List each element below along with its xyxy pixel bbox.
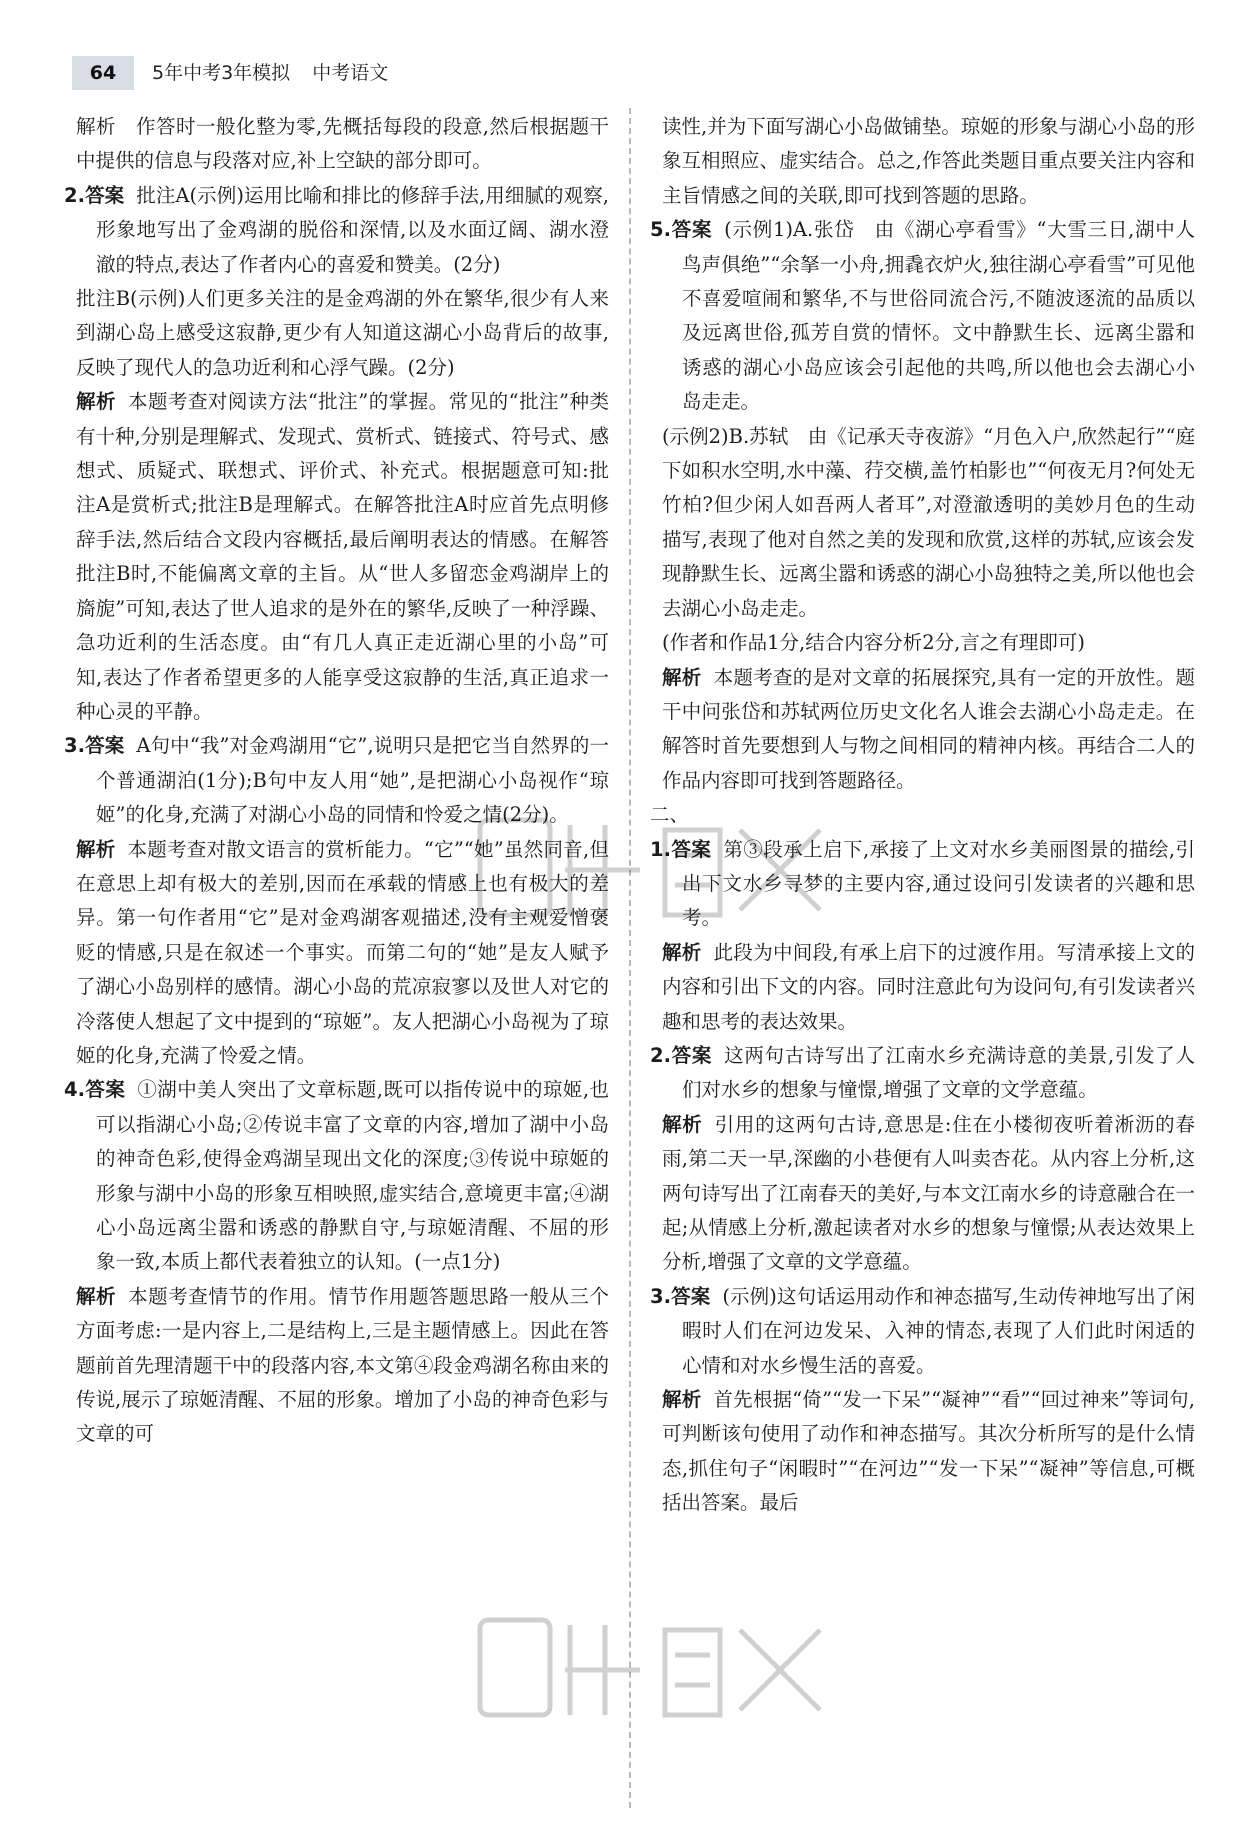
analysis-block bbox=[64, 385, 609, 729]
analysis-continuation: 读性,并为下面写湖心小岛做铺垫。琼姬的形象与湖心小岛的形象互相照应、虚实结合。总之,作答此类题目重点要关注内容和主旨情感之间的关联,即可找到答题的思路。 bbox=[662, 115, 1195, 207]
analysis-text: 首先根据“倚”“发一下呆”“凝神”“看”“回过神来”等词句,可判断该句使用了动作和神态描写。其次分析所写的是什么情态,抓住句子“闲暇时”“在河边”“发一下呆”“凝神”等信息,可概括出答案。最后 bbox=[662, 1388, 1195, 1515]
section2-question-2 bbox=[650, 1039, 1195, 1108]
analysis-text: 本题考查情节的作用。情节作用题答题思路一般从三个方面考虑:一是内容上,二是结构上,三是主题情感上。因此在答题前首先理清题干中的段落内容,本文第④段金鸡湖名称由来的传说,展示了琼姬清醒、不屈的形象。增加了小岛的神奇色彩与文章的可 bbox=[76, 1284, 609, 1446]
answer-text: (示例)这句话运用动作和神态描写,生动传神地写出了闲暇时人们在河边发呆、入神的情态,表现了人们此时闲适的心情和对水乡慢生活的喜爱。 bbox=[682, 1284, 1195, 1377]
question-number: 3. bbox=[650, 1284, 671, 1308]
answer-example-2: (示例2)B.苏轼 由《记承天寺夜游》“月色入户,欣然起行”“庭下如积水空明,水中藻、荇交横,盖竹柏影也”“何夜无月?何处无竹柏?但少闲人如吾两人者耳”,对澄澈透明的美妙月色的生动描写,表现了他对自然之美的发现和欣赏,这样的苏轼,应该会发现静默生长、远离尘嚣和诱惑的湖心小岛独特之美,所以他也会去湖心小岛走走。 bbox=[662, 424, 1195, 620]
analysis-text: 本题考查对阅读方法“批注”的掌握。常见的“批注”种类有十种,分别是理解式、发现式、赏析式、链接式、符号式、感想式、质疑式、联想式、评价式、补充式。根据题意可知:批注A是赏析式;批注B是理解式。在解答批注A时应首先点明修辞手法,然后结合文段内容概括,最后阐明表达的情感。在解答批注B时,不能偏离文章的主旨。从“世人多留恋金鸡湖岸上的旖旎”可知,表达了世人追求的是外在的繁华,反映了一种浮躁、急功近利的生活态度。由“有几人真正走近湖心里的小岛”可知,表达了作者希望更多的人能享受这寂静的生活,真正追求一种心灵的平静。 bbox=[76, 390, 609, 723]
analysis-block bbox=[650, 1108, 1195, 1280]
analysis-block bbox=[64, 1280, 609, 1452]
answer-text: 这两句古诗写出了江南水乡充满诗意的美景,引发了人们对水乡的想象与憧憬,增强了文章的文学意蕴。 bbox=[682, 1043, 1195, 1102]
answer-text: ①湖中美人突出了文章标题,既可以指传说中的琼姬,也可以指湖心小岛;②传说丰富了文章的内容,增加了湖中小岛的神奇色彩,使得金鸡湖呈现出文化的深度;③传说中琼姬的形象与湖中小岛的形象互相映照,虚实结合,意境更丰富;④湖心小岛远离尘嚣和诱惑的静默自守,与琼姬清醒、不屈的形象一致,本质上都代表着独立的认知。(一点1分) bbox=[96, 1078, 609, 1274]
analysis-text: 本题考查对散文语言的赏析能力。“它”“她”虽然同音,但在意思上却有极大的差别,因而在承载的情感上也有极大的差异。第一句作者用“它”是对金鸡湖客观描述,没有主观爱憎褒贬的情感,只是在叙述一个事实。而第二句的“她”是友人赋予了湖心小岛别样的感情。湖心小岛的荒凉寂寥以及世人对它的冷落使人想起了文中提到的“琼姬”。友人把湖心小岛视为了琼姬的化身,充满了怜爱之情。 bbox=[76, 837, 609, 1067]
question-number: 5. bbox=[650, 218, 671, 242]
analysis-label: 解析 bbox=[76, 1284, 117, 1308]
page-header bbox=[0, 50, 1250, 96]
question-2 bbox=[64, 179, 609, 282]
answer-label: 答案 bbox=[84, 183, 125, 207]
question-number: 2. bbox=[64, 183, 85, 207]
answer-label: 答案 bbox=[670, 1284, 711, 1308]
answer-label: 答案 bbox=[84, 734, 125, 758]
question-3 bbox=[64, 729, 609, 832]
section2-question-3 bbox=[650, 1280, 1195, 1383]
answer-text: 第③段承上启下,承接了上文对水乡美丽图景的描绘,引出下文水乡寻梦的主要内容,通过设问引发读者的兴趣和思考。 bbox=[682, 837, 1195, 930]
book-series-title: 5年中考3年模拟 bbox=[152, 62, 291, 84]
question-number: 1. bbox=[650, 837, 671, 861]
analysis-label: 解析 bbox=[76, 390, 116, 414]
section2-question-1 bbox=[650, 833, 1195, 936]
analysis-label: 解析 bbox=[76, 837, 116, 861]
analysis-label: 解析 bbox=[662, 1388, 702, 1412]
question-number: 2. bbox=[650, 1043, 671, 1067]
score-note: (作者和作品1分,结合内容分析2分,言之有理即可) bbox=[662, 631, 1085, 655]
page-number: 64 bbox=[72, 56, 134, 90]
analysis-paragraph: 解析 作答时一般化整为零,先概括每段的段意,然后根据题干中提供的信息与段落对应,补上空缺的部分即可。 bbox=[76, 115, 609, 173]
question-5 bbox=[650, 213, 1195, 419]
right-column bbox=[650, 110, 1195, 1810]
answer-text: 批注A(示例)运用比喻和排比的修辞手法,用细腻的观察,形象地写出了金鸡湖的脱俗和深情,以及水面辽阔、湖水澄澈的特点,表达了作者内心的喜爱和赞美。(2分) bbox=[96, 183, 609, 276]
answer-text: A句中“我”对金鸡湖用“它”,说明只是把它当自然界的一个普通湖泊(1分);B句中友人用“她”,是把湖心小岛视作“琼姬”的化身,充满了对湖心小岛的同情和怜爱之情(2分)。 bbox=[96, 734, 609, 827]
subject-title: 中考语文 bbox=[312, 62, 389, 84]
answer-label: 答案 bbox=[670, 218, 713, 242]
analysis-label: 解析 bbox=[662, 1112, 703, 1136]
analysis-label: 解析 bbox=[662, 665, 702, 689]
analysis-text: 引用的这两句古诗,意思是:住在小楼彻夜听着淅沥的春雨,第二天一早,深幽的小巷便有人叫卖杏花。从内容上分析,这两句诗写出了江南春天的美好,与本文江南水乡的诗意融合在一起;从情感上分析,激起读者对水乡的想象与憧憬;从表达效果上分析,增强了文章的文学意蕴。 bbox=[662, 1112, 1195, 1274]
answer-example-1: (示例1)A.张岱 由《湖心亭看雪》“大雪三日,湖中人鸟声俱绝”“余拏一小舟,拥毳衣炉火,独往湖心亭看雪”可见他不喜爱喧闹和繁华,不与世俗同流合污,不随波逐流的品质以及远离世俗,孤芳自赏的情怀。文中静默生长、远离尘嚣和诱惑的湖心小岛应该会引起他的共鸣,所以他也会去湖心小岛走走。 bbox=[682, 218, 1195, 414]
answer-text-b: 批注B(示例)人们更多关注的是金鸡湖的外在繁华,很少有人来到湖心岛上感受这寂静,更少有人知道这湖心小岛背后的故事,反映了现代人的急功近利和心浮气躁。(2分) bbox=[76, 287, 609, 379]
analysis-block bbox=[650, 1383, 1195, 1521]
analysis-text: 此段为中间段,有承上启下的过渡作用。写清承接上文的内容和引出下文的内容。同时注意此句为设问句,有引发读者兴趣和思考的表达效果。 bbox=[662, 940, 1195, 1033]
question-4 bbox=[64, 1073, 609, 1279]
analysis-block bbox=[64, 833, 609, 1074]
left-column bbox=[64, 110, 609, 1810]
answer-label: 答案 bbox=[84, 1078, 126, 1102]
analysis-text: 本题考查的是对文章的拓展探究,具有一定的开放性。题干中问张岱和苏轼两位历史文化名人谁会去湖心小岛走走。在解答时首先要想到人与物之间相同的精神内核。再结合二人的作品内容即可找到答题路径。 bbox=[662, 665, 1195, 792]
analysis-label: 解析 bbox=[662, 940, 702, 964]
analysis-block bbox=[650, 661, 1195, 799]
section-heading: 二、 bbox=[650, 803, 690, 827]
analysis-block bbox=[650, 936, 1195, 1039]
answer-label: 答案 bbox=[670, 837, 712, 861]
question-number: 3. bbox=[64, 734, 85, 758]
question-number: 4. bbox=[64, 1078, 85, 1102]
column-divider bbox=[629, 108, 631, 1808]
answer-label: 答案 bbox=[670, 1043, 713, 1067]
book-title bbox=[152, 56, 388, 90]
